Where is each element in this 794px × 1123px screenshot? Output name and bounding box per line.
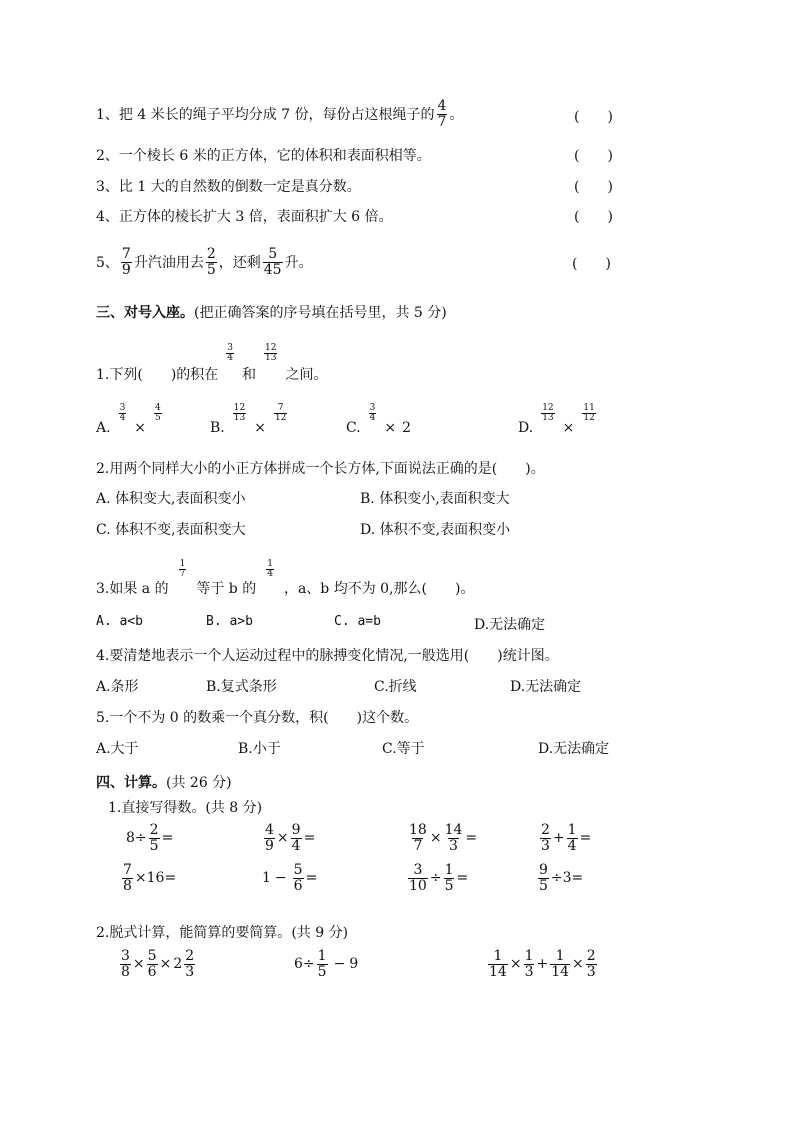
s4-sub1-title: 1.直接写得数。(共 8 分) bbox=[108, 800, 263, 816]
judge-item-2: 2、一个棱长 6 米的正方体，它的体积和表面积相等。 bbox=[96, 148, 431, 164]
s3-q3-option-a[interactable]: A. a<b bbox=[96, 614, 143, 629]
s3-q5: 5.一个不为 0 的数乘一个真分数，积( )这个数。 bbox=[96, 710, 419, 726]
answer-paren-3[interactable]: ( ) bbox=[574, 179, 613, 195]
s3-q4: 4.要清楚地表示一个人运动过程中的脉搏变化情况,一般选用( )统计图。 bbox=[96, 648, 559, 664]
calc-3: $\frac{18}{7}$ × $\frac{14}{3}$ = bbox=[409, 821, 478, 854]
step-calc-1: $\frac{3}{8}$ × $\frac{5}{6}$ × 2 $\frac{2}{3}$ bbox=[121, 947, 195, 980]
s3-q1-option-d[interactable]: D. $\frac{12}{13}$ × $\frac{11}{12}$ bbox=[518, 403, 595, 436]
s3-q3: 3.如果 a 的 $\frac{1}{7}$ 等于 b 的 $\frac{1}{4}$ ，a、b 均不为 0,那么( )。 bbox=[96, 559, 475, 597]
s4-sub2-title: 2.脱式计算，能简算的要简算。(共 9 分) bbox=[96, 925, 349, 941]
judge-item-5: 5、 $\frac{7}{9}$ 升汽油用去 $\frac{2}{5}$ ，还剩 $\frac{5}{45}$ 升。 bbox=[96, 245, 313, 278]
step-calc-2: 6 ÷ $\frac{1}{5}$ − 9 bbox=[294, 947, 359, 980]
fraction: $\frac{4}{7}$ bbox=[437, 97, 447, 130]
s3-q1-option-b[interactable]: B. $\frac{12}{13}$ × $\frac{7}{12}$ bbox=[210, 403, 287, 436]
judge-item-3: 3、比 1 大的自然数的倒数一定是真分数。 bbox=[96, 179, 361, 195]
s3-q2: 2.用两个同样大小的小正方体拼成一个长方体,下面说法正确的是( )。 bbox=[96, 461, 545, 477]
step-calc-3: $\frac{1}{14}$ × $\frac{1}{3}$ + $\frac{1}{14}$ × $\frac{2}{3}$ bbox=[489, 947, 596, 980]
s3-q3-option-b[interactable]: B. a>b bbox=[206, 614, 253, 629]
s3-q2-option-c[interactable]: C. 体积不变,表面积变大 bbox=[96, 522, 246, 538]
s3-q3-option-c[interactable]: C. a=b bbox=[334, 614, 381, 629]
section4-heading: 四、计算。(共 26 分) bbox=[96, 775, 232, 791]
calc-6: 1 − $\frac{5}{6}$ = bbox=[262, 861, 318, 894]
answer-paren-2[interactable]: ( ) bbox=[574, 148, 613, 164]
s3-q5-option-d[interactable]: D.无法确定 bbox=[538, 741, 610, 757]
s3-q4-option-d[interactable]: D.无法确定 bbox=[510, 679, 582, 695]
answer-paren-4[interactable]: ( ) bbox=[574, 209, 613, 225]
s3-q5-option-b[interactable]: B.小于 bbox=[238, 741, 281, 757]
calc-8: $\frac{9}{5}$ ÷3= bbox=[539, 861, 584, 894]
s3-q2-option-d[interactable]: D. 体积不变,表面积变小 bbox=[360, 522, 511, 538]
s3-q5-option-a[interactable]: A.大于 bbox=[96, 741, 139, 757]
calc-1: 8 ÷ $\frac{2}{5}$ = bbox=[126, 821, 174, 854]
s3-q4-option-c[interactable]: C.折线 bbox=[374, 679, 417, 695]
section3-heading: 三、对号入座。(把正确答案的序号填在括号里，共 5 分) bbox=[96, 305, 447, 321]
calc-7: $\frac{3}{10}$ ÷ $\frac{1}{5}$ = bbox=[409, 861, 469, 894]
judge-item-4: 4、正方体的棱长扩大 3 倍，表面积扩大 6 倍。 bbox=[96, 209, 393, 225]
answer-paren-5[interactable]: ( ) bbox=[572, 256, 611, 272]
s3-q5-option-c[interactable]: C.等于 bbox=[382, 741, 425, 757]
s3-q4-option-b[interactable]: B.复式条形 bbox=[206, 679, 277, 695]
judge-item-1: 1、把 4 米长的绳子平均分成 7 份，每份占这根绳子的 $\frac{4}{7}$ 。 bbox=[96, 97, 464, 130]
s3-q4-option-a[interactable]: A.条形 bbox=[96, 679, 139, 695]
calc-4: $\frac{2}{3}$ + $\frac{1}{4}$ = bbox=[541, 821, 592, 854]
answer-paren-1[interactable]: ( ) bbox=[574, 109, 613, 125]
s3-q1: 1.下列( )的积在 $\frac{3}{4}$ 和 $\frac{12}{13}$ 之间。 bbox=[96, 343, 328, 383]
s3-q3-option-d[interactable]: D.无法确定 bbox=[474, 617, 546, 633]
calc-2: $\frac{4}{9}$ × $\frac{9}{4}$ = bbox=[265, 821, 316, 854]
calc-5: $\frac{7}{8}$ ×16= bbox=[123, 861, 177, 894]
judge-1-text: 1、把 4 米长的绳子平均分成 7 份，每份占这根绳子的 bbox=[96, 107, 435, 123]
s3-q1-option-a[interactable]: A. $\frac{3}{4}$ × $\frac{4}{5}$ bbox=[96, 403, 161, 436]
s3-q2-option-a[interactable]: A. 体积变大,表面积变小 bbox=[96, 491, 246, 507]
s3-q2-option-b[interactable]: B. 体积变小,表面积变大 bbox=[360, 491, 510, 507]
s3-q1-option-c[interactable]: C. $\frac{3}{4}$ × 2 bbox=[346, 403, 412, 436]
